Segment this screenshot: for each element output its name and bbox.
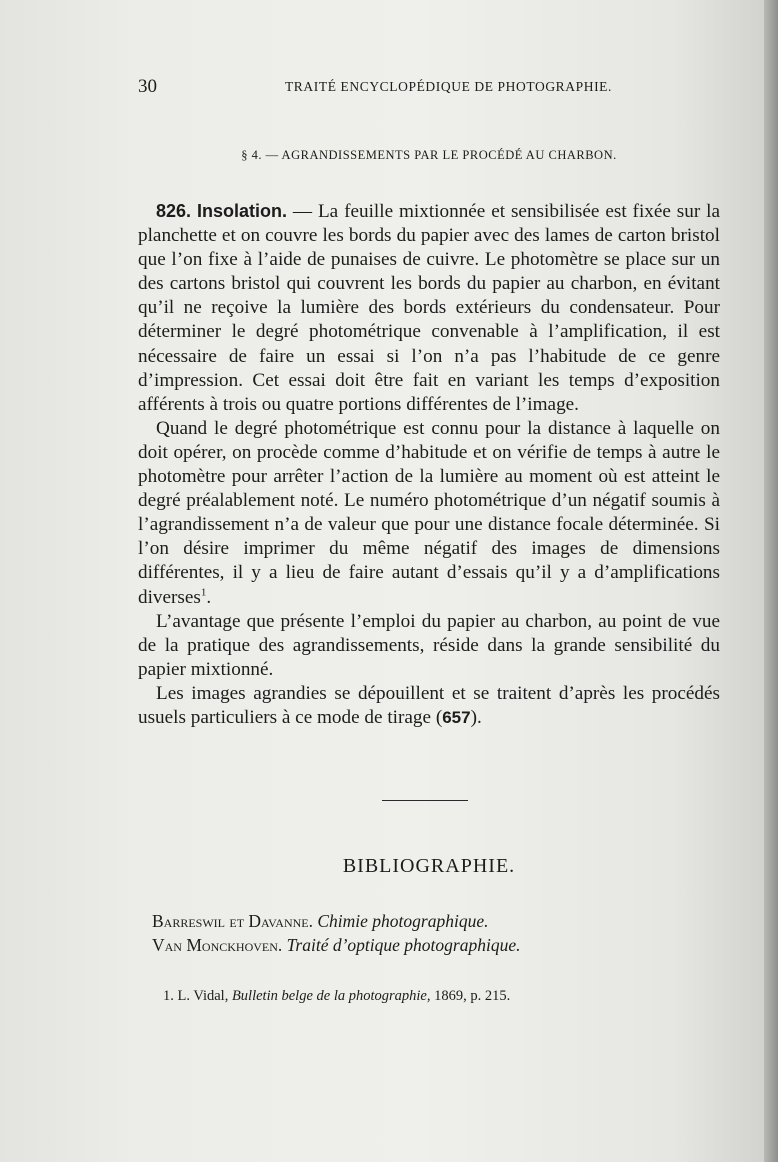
page-number: 30 — [138, 76, 157, 97]
section-heading: § 4. — AGRANDISSEMENTS PAR LE PROCÉDÉ AU CHARBON. — [241, 148, 617, 162]
footnote-author: L. Vidal, — [177, 988, 229, 1004]
paragraph-images — [138, 682, 720, 730]
page-edge — [764, 0, 778, 1162]
body-text — [138, 199, 720, 730]
paragraph-title: Insolation. — [196, 201, 287, 221]
paragraph-text: Les images agrandies se dépouillent et se traitent d’après les procédés usuels particuliers à ce mode de tirage ( — [138, 682, 720, 728]
bibliography-work: Chimie photographique. — [317, 911, 489, 931]
paragraph-text: L’avantage que présente l’emploi du papier au charbon, au point de vue de la pratique des agrandissements, réside dans la grande sensibilité du papier mixtionné. — [138, 610, 720, 680]
bibliography-author: Barreswil et Davanne. — [152, 911, 313, 931]
footnote-details: 1869, p. 215. — [434, 988, 511, 1004]
section-divider — [382, 800, 468, 801]
running-head — [138, 76, 612, 100]
bibliography-entry — [152, 933, 712, 957]
paragraph-number: 826. — [156, 201, 192, 221]
footnote-marker: 1 — [200, 586, 207, 599]
book-title: TRAITÉ ENCYCLOPÉDIQUE DE PHOTOGRAPHIE. — [284, 79, 612, 94]
footnote-work: Bulletin belge de la photographie, — [231, 988, 431, 1004]
bibliography-heading: BIBLIOGRAPHIE. — [342, 855, 516, 877]
paragraph-insolation — [138, 199, 720, 417]
footnote — [163, 988, 723, 1005]
bibliography-list — [152, 909, 712, 957]
cross-reference: 657 — [442, 707, 471, 727]
paragraph-end: ). — [470, 706, 482, 728]
footnote-number: 1. — [163, 988, 174, 1004]
bibliography-entry — [152, 909, 712, 933]
paragraph-text: Quand le degré photométrique est connu pour la distance à laquelle on doit opérer, on procède comme d’habitude et on vérifie de temps à autre le photomètre pour arrêter l’action de la lumière au moment où est atteint le degré préalablement noté. Le numéro photométrique d’un négatif soumis à l’agrandissement n’a de valeur que pour une distance focale déterminée. Si l’on désire imprimer du même négatif des images de dimensions différentes, il y a lieu de faire autant d’essais qu’il y a d’amplifications diverses — [138, 417, 720, 608]
paragraph-end: . — [206, 586, 212, 608]
paragraph-text: — La feuille mixtionnée et sensibilisée est fixée sur la planchette et on couvre les bords du papier avec des lames de carton bristol que l’on fixe à l’aide de punaises de cuivre. Le photomètre se place sur un des cartons bristol qui couvrent les bords du papier au charbon, en évitant qu’il ne reçoive la lumière des bords extérieurs du condensateur. Pour déterminer le degré photométrique convenable à l’amplification, il est nécessaire de faire un essai si l’on n’a pas l’habitude de ce genre d’impression. Cet essai doit être fait en variant les temps d’exposition afférents à trois ou quatre portions différentes de l’image. — [138, 201, 720, 415]
bibliography-work: Traité d’optique photographique. — [286, 935, 521, 955]
paragraph-photometre — [138, 417, 720, 610]
bibliography-author: Van Monckhoven. — [152, 935, 283, 955]
paragraph-avantage — [138, 610, 720, 682]
